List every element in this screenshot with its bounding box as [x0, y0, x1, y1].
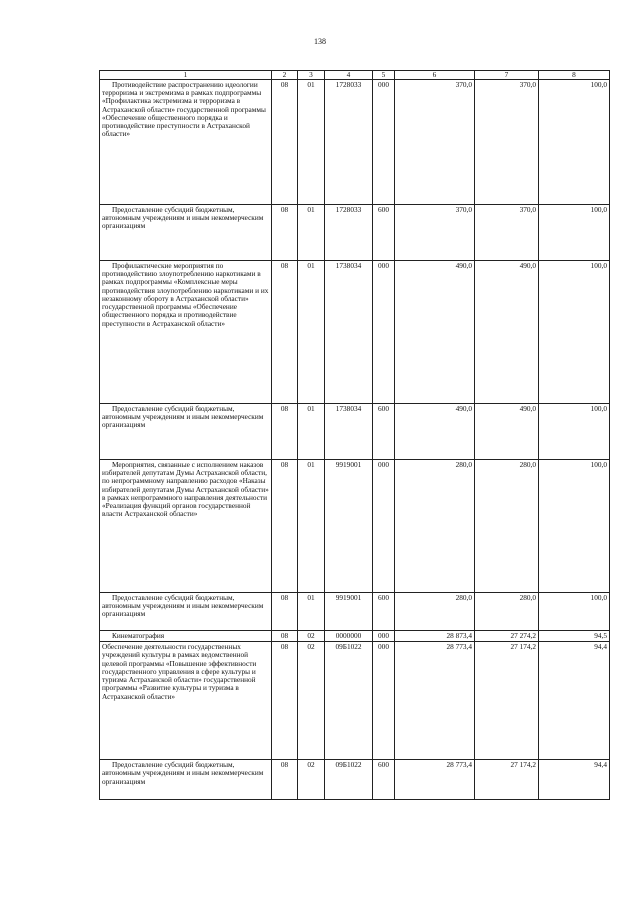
- row-name: Противодействие распространению идеологии терроризма и экстремизма в рамках подпрограммы «Профилактика экстремизма и терроризма в Астраханской области» государственной программы «Обеспечение общественного порядка и противодействие преступности в Астраханской области»: [100, 80, 272, 205]
- cell-subsection: 02: [298, 642, 325, 760]
- cell-subsection: 01: [298, 404, 325, 460]
- row-name: Предоставление субсидий бюджетным, автономным учреждениям и иным некоммерческим организациям: [100, 593, 272, 631]
- cell-plan: 280,0: [395, 593, 475, 631]
- cell-section: 08: [272, 205, 298, 261]
- table-row: [100, 404, 610, 460]
- cell-target-article: 09Б1022: [325, 642, 373, 760]
- cell-section: 08: [272, 460, 298, 593]
- cell-expense-type: 000: [373, 631, 395, 642]
- cell-expense-type: 600: [373, 760, 395, 800]
- cell-target-article: 1738034: [325, 404, 373, 460]
- cell-expense-type: 000: [373, 261, 395, 404]
- cell-expense-type: 600: [373, 205, 395, 261]
- col-header-1: 1: [100, 71, 272, 80]
- cell-target-article: 1728033: [325, 80, 373, 205]
- col-header-3: 3: [298, 71, 325, 80]
- cell-actual: 490,0: [475, 261, 539, 404]
- cell-subsection: 02: [298, 631, 325, 642]
- cell-target-article: 9919001: [325, 460, 373, 593]
- row-name: Предоставление субсидий бюджетным, автономным учреждениям и иным некоммерческим организациям: [100, 205, 272, 261]
- table-row: [100, 760, 610, 800]
- page-number: 138: [314, 37, 326, 46]
- cell-plan: 490,0: [395, 404, 475, 460]
- row-name: Профилактические мероприятия по противодействию злоупотреблению наркотиками в рамках подпрограммы «Комплексные меры противодействия злоупотреблению наркотиками и их незаконному обороту в Астраханской области» государственной программы «Обеспечение общественного порядка и противодействие преступности в Астраханской области»: [100, 261, 272, 404]
- cell-plan: 370,0: [395, 205, 475, 261]
- table-row: [100, 205, 610, 261]
- budget-table: [99, 70, 610, 800]
- cell-percent: 100,0: [539, 80, 610, 205]
- cell-actual: 490,0: [475, 404, 539, 460]
- cell-actual: 27 174,2: [475, 760, 539, 800]
- cell-target-article: 1738034: [325, 261, 373, 404]
- cell-target-article: 1728033: [325, 205, 373, 261]
- cell-percent: 100,0: [539, 261, 610, 404]
- cell-section: 08: [272, 631, 298, 642]
- header-row: [100, 71, 610, 80]
- cell-plan: 28 873,4: [395, 631, 475, 642]
- cell-subsection: 01: [298, 80, 325, 205]
- cell-actual: 370,0: [475, 80, 539, 205]
- cell-actual: 370,0: [475, 205, 539, 261]
- cell-section: 08: [272, 404, 298, 460]
- table-row: [100, 460, 610, 593]
- cell-percent: 94,4: [539, 642, 610, 760]
- row-name: Обеспечение деятельности государственных учреждений культуры в рамках ведомственной целевой программы «Повышение эффективности государственного управления в сфере культуры и туризма Астраханской области» государственной программы «Развитие культуры и туризма в Астраханской области»: [100, 642, 272, 760]
- cell-section: 08: [272, 80, 298, 205]
- cell-percent: 100,0: [539, 593, 610, 631]
- cell-plan: 28 773,4: [395, 642, 475, 760]
- cell-percent: 100,0: [539, 460, 610, 593]
- cell-plan: 28 773,4: [395, 760, 475, 800]
- col-header-2: 2: [272, 71, 298, 80]
- table-row: [100, 642, 610, 760]
- col-header-4: 4: [325, 71, 373, 80]
- cell-subsection: 01: [298, 205, 325, 261]
- cell-target-article: 09Б1022: [325, 760, 373, 800]
- cell-percent: 94,4: [539, 760, 610, 800]
- table-row: [100, 593, 610, 631]
- cell-section: 08: [272, 593, 298, 631]
- col-header-8: 8: [539, 71, 610, 80]
- cell-section: 08: [272, 642, 298, 760]
- table-row: [100, 631, 610, 642]
- cell-percent: 94,5: [539, 631, 610, 642]
- cell-section: 08: [272, 760, 298, 800]
- cell-plan: 280,0: [395, 460, 475, 593]
- cell-target-article: 0000000: [325, 631, 373, 642]
- cell-actual: 27 174,2: [475, 642, 539, 760]
- cell-section: 08: [272, 261, 298, 404]
- col-header-6: 6: [395, 71, 475, 80]
- col-header-7: 7: [475, 71, 539, 80]
- cell-plan: 370,0: [395, 80, 475, 205]
- cell-plan: 490,0: [395, 261, 475, 404]
- cell-actual: 27 274,2: [475, 631, 539, 642]
- cell-actual: 280,0: [475, 460, 539, 593]
- cell-subsection: 02: [298, 760, 325, 800]
- cell-subsection: 01: [298, 261, 325, 404]
- cell-expense-type: 000: [373, 460, 395, 593]
- cell-percent: 100,0: [539, 205, 610, 261]
- row-name: Предоставление субсидий бюджетным, автономным учреждениям и иным некоммерческим организациям: [100, 760, 272, 800]
- cell-percent: 100,0: [539, 404, 610, 460]
- col-header-5: 5: [373, 71, 395, 80]
- row-name: Кинематография: [100, 631, 272, 642]
- cell-subsection: 01: [298, 593, 325, 631]
- table-row: [100, 80, 610, 205]
- cell-target-article: 9919001: [325, 593, 373, 631]
- row-name: Предоставление субсидий бюджетным, автономным учреждениям и иным некоммерческим организациям: [100, 404, 272, 460]
- row-name: Мероприятия, связанные с исполнением наказов избирателей депутатам Думы Астраханской области, по непрограммному направлению расходов «Наказы избирателей депутатам Думы Астраханской области» в рамках непрограммного направления деятельности «Реализация функций органов государственной власти Астраханской области»: [100, 460, 272, 593]
- cell-expense-type: 000: [373, 80, 395, 205]
- cell-subsection: 01: [298, 460, 325, 593]
- cell-expense-type: 000: [373, 642, 395, 760]
- cell-actual: 280,0: [475, 593, 539, 631]
- cell-expense-type: 600: [373, 404, 395, 460]
- table-row: [100, 261, 610, 404]
- cell-expense-type: 600: [373, 593, 395, 631]
